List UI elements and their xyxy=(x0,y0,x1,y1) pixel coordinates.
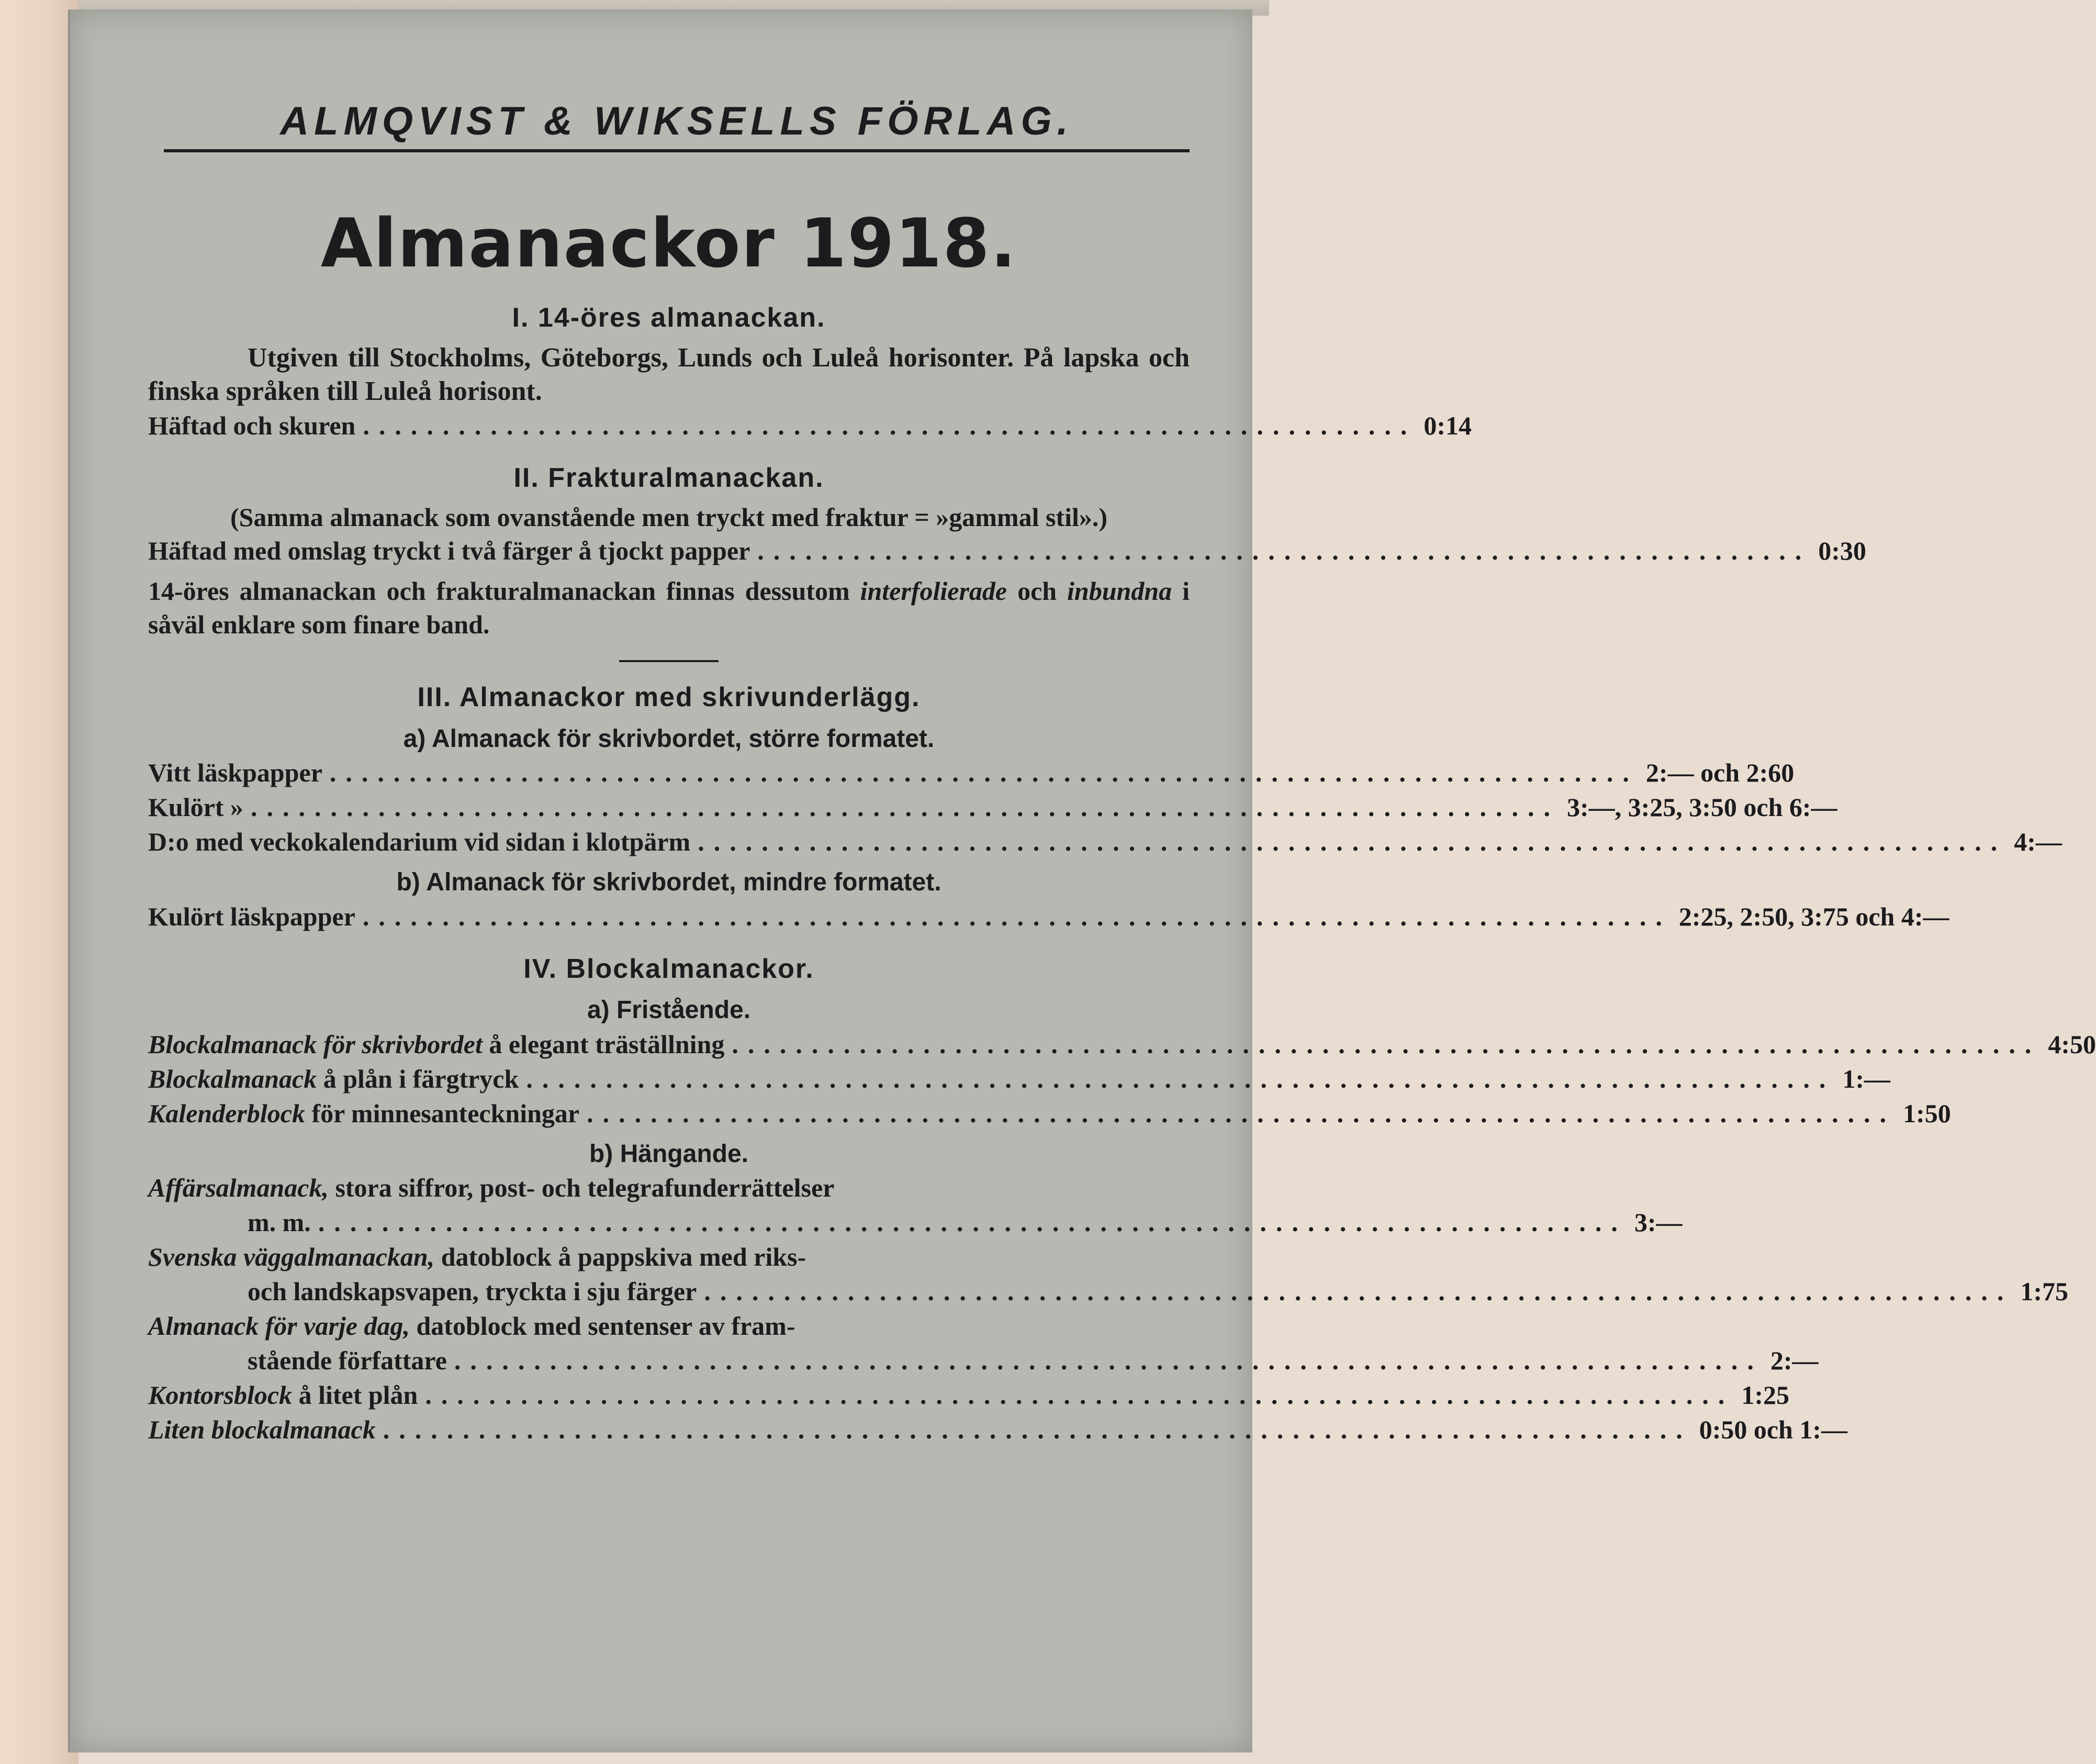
section-4a-list xyxy=(148,1027,2096,1131)
item-desc: Kulört läskpapper xyxy=(148,901,355,931)
section-3a-list xyxy=(148,755,2062,859)
item-label xyxy=(148,1309,795,1343)
item-continuation: stående författare xyxy=(248,1345,447,1375)
catalog-page xyxy=(68,9,2096,1752)
item-desc: å elegant träställning xyxy=(482,1029,725,1059)
footnote-italic: inbundna xyxy=(1067,576,1172,606)
footnote-text: och xyxy=(1007,576,1068,606)
price-line xyxy=(148,899,1949,934)
item-price: 4:— xyxy=(2014,827,2062,857)
section-divider xyxy=(619,660,719,662)
leader-dots: .................................................................................. xyxy=(383,1414,1692,1444)
section-1-text: Utgiven till Stockholms, Göteborgs, Lunds och Luleå horisonter. På lapska och finska språken till Luleå horisont. xyxy=(148,342,1190,406)
leader-dots: .................................................................................. xyxy=(425,1380,1734,1410)
item-label xyxy=(148,1096,579,1131)
leader-dots: .................................................................................. xyxy=(526,1064,1835,1093)
item-price: 2:— xyxy=(1770,1345,1819,1375)
leader-dots: .................................................................................. xyxy=(318,1207,1627,1237)
price-line xyxy=(148,1205,1683,1240)
price-line xyxy=(148,1096,1951,1131)
price-line xyxy=(148,1378,1790,1412)
item-name: Kontorsblock xyxy=(148,1380,293,1410)
item-desc: datoblock med sentenser av fram- xyxy=(409,1311,795,1341)
section-3b-heading: b) Almanack för skrivbordet, mindre formatet. xyxy=(396,868,941,897)
item-label xyxy=(148,790,243,824)
leader-dots: .................................................................................. xyxy=(732,1029,2041,1059)
section-2-note: (Samma almanack som ovanstående men tryckt med fraktur = »gammal stil».) xyxy=(230,503,1108,532)
item-label xyxy=(148,1062,519,1096)
item-price: 0:50 och 1:— xyxy=(1699,1414,1848,1444)
leader-dots: .................................................................. xyxy=(363,410,1417,440)
leader-dots: .................................................................. xyxy=(757,536,1811,566)
item-label xyxy=(148,1412,376,1447)
item-label: Häftad och skuren xyxy=(148,410,356,440)
item-desc: Kulört » xyxy=(148,792,243,822)
item-continuation: m. m. xyxy=(248,1207,311,1237)
entry-first-line xyxy=(148,1240,1190,1274)
item-label xyxy=(148,1240,806,1274)
item-desc: D:o med veckokalendarium vid sidan i klotpärm xyxy=(148,827,691,857)
item-price: 2:— och 2:60 xyxy=(1645,758,1795,788)
price-line xyxy=(148,408,1472,443)
leader-dots: .................................................................................. xyxy=(698,827,2007,857)
price-line xyxy=(148,1062,1890,1096)
book-spine xyxy=(0,0,79,1764)
section-4b-heading: b) Hängande. xyxy=(589,1140,748,1168)
item-price: 4:50 xyxy=(2048,1029,2096,1059)
section-4b-list-more xyxy=(148,1378,1848,1447)
item-name: Svenska väggalmanackan, xyxy=(148,1242,435,1271)
section-3-heading: III. Almanackor med skrivunderlägg. xyxy=(417,682,921,713)
leader-dots: .................................................................................. xyxy=(587,1098,1896,1128)
section-4-heading: IV. Blockalmanackor. xyxy=(523,953,814,984)
item-price: 1:25 xyxy=(1741,1380,1790,1410)
section-3b-list xyxy=(148,899,1949,934)
item-desc: Vitt läskpapper xyxy=(148,758,322,788)
publisher-header: ALMQVIST & WIKSELLS FÖRLAG. xyxy=(164,98,1190,152)
price-line xyxy=(148,1274,2069,1309)
price-line xyxy=(148,1412,1848,1447)
item-label xyxy=(148,1170,834,1205)
footnote-text: i såväl enklare som finare band. xyxy=(148,576,1190,640)
item-price: 2:25, 2:50, 3:75 och 4:— xyxy=(1678,901,1949,931)
page-title: Almanackor 1918. xyxy=(320,205,1017,283)
item-name: Kalenderblock xyxy=(148,1098,305,1128)
leader-dots: .................................................................................. xyxy=(362,901,1672,931)
item-name: Almanack för varje dag, xyxy=(148,1311,410,1341)
item-label: Häftad med omslag tryckt i två färger å tjockt papper xyxy=(148,536,750,566)
item-desc: datoblock å pappskiva med riks- xyxy=(434,1242,806,1271)
item-price: 1:50 xyxy=(1903,1098,1951,1128)
item-price: 3:—, 3:25, 3:50 och 6:— xyxy=(1566,792,1837,822)
item-desc: å litet plån xyxy=(292,1380,418,1410)
leader-dots: .................................................................................. xyxy=(250,792,1560,822)
section-2-heading: II. Frakturalmanackan. xyxy=(513,462,824,493)
item-name: Blockalmanack för skrivbordet xyxy=(148,1029,483,1059)
item-price: 3:— xyxy=(1634,1207,1683,1237)
price-line xyxy=(148,533,1866,568)
footnote-italic: interfolierade xyxy=(860,576,1007,606)
item-name: Blockalmanack xyxy=(148,1064,317,1093)
section-2-footnote xyxy=(148,574,1190,641)
section-1-heading: I. 14-öres almanackan. xyxy=(512,303,826,333)
item-label xyxy=(148,1378,418,1412)
section-4a-heading: a) Fristående. xyxy=(587,996,751,1024)
item-desc: för minnesanteckningar xyxy=(305,1098,580,1128)
item-label xyxy=(148,899,355,934)
price-line xyxy=(148,1343,1819,1378)
item-price: 0:14 xyxy=(1424,410,1472,440)
section-4b-list xyxy=(148,1170,2069,1378)
price-line xyxy=(148,824,2062,859)
item-label xyxy=(148,755,322,790)
price-line xyxy=(148,1027,2096,1062)
item-label xyxy=(148,824,690,859)
item-price: 1:75 xyxy=(2020,1276,2069,1306)
item-price: 1:— xyxy=(1842,1064,1890,1093)
footnote-text: 14-öres almanackan och frakturalmanackan finnas dessutom xyxy=(148,576,860,606)
page-content xyxy=(148,98,2096,1447)
price-line xyxy=(148,755,1795,790)
item-name: Liten blockalmanack xyxy=(148,1414,376,1444)
entry-first-line xyxy=(148,1309,1190,1343)
section-3a-heading: a) Almanack för skrivbordet, större formatet. xyxy=(403,724,935,753)
item-name: Affärsalmanack, xyxy=(148,1173,329,1202)
item-continuation: och landskapsvapen, tryckta i sju färger xyxy=(248,1276,697,1306)
leader-dots: .................................................................................. xyxy=(704,1276,2013,1306)
price-line xyxy=(148,790,1837,824)
item-desc: stora siffror, post- och telegrafunderrättelser xyxy=(328,1173,835,1202)
item-label xyxy=(148,1027,724,1062)
leader-dots: .................................................................................. xyxy=(454,1345,1763,1375)
item-price: 0:30 xyxy=(1818,536,1866,566)
leader-dots: .................................................................................. xyxy=(329,758,1639,788)
item-desc: å plån i färgtryck xyxy=(317,1064,519,1093)
entry-first-line xyxy=(148,1170,1190,1205)
